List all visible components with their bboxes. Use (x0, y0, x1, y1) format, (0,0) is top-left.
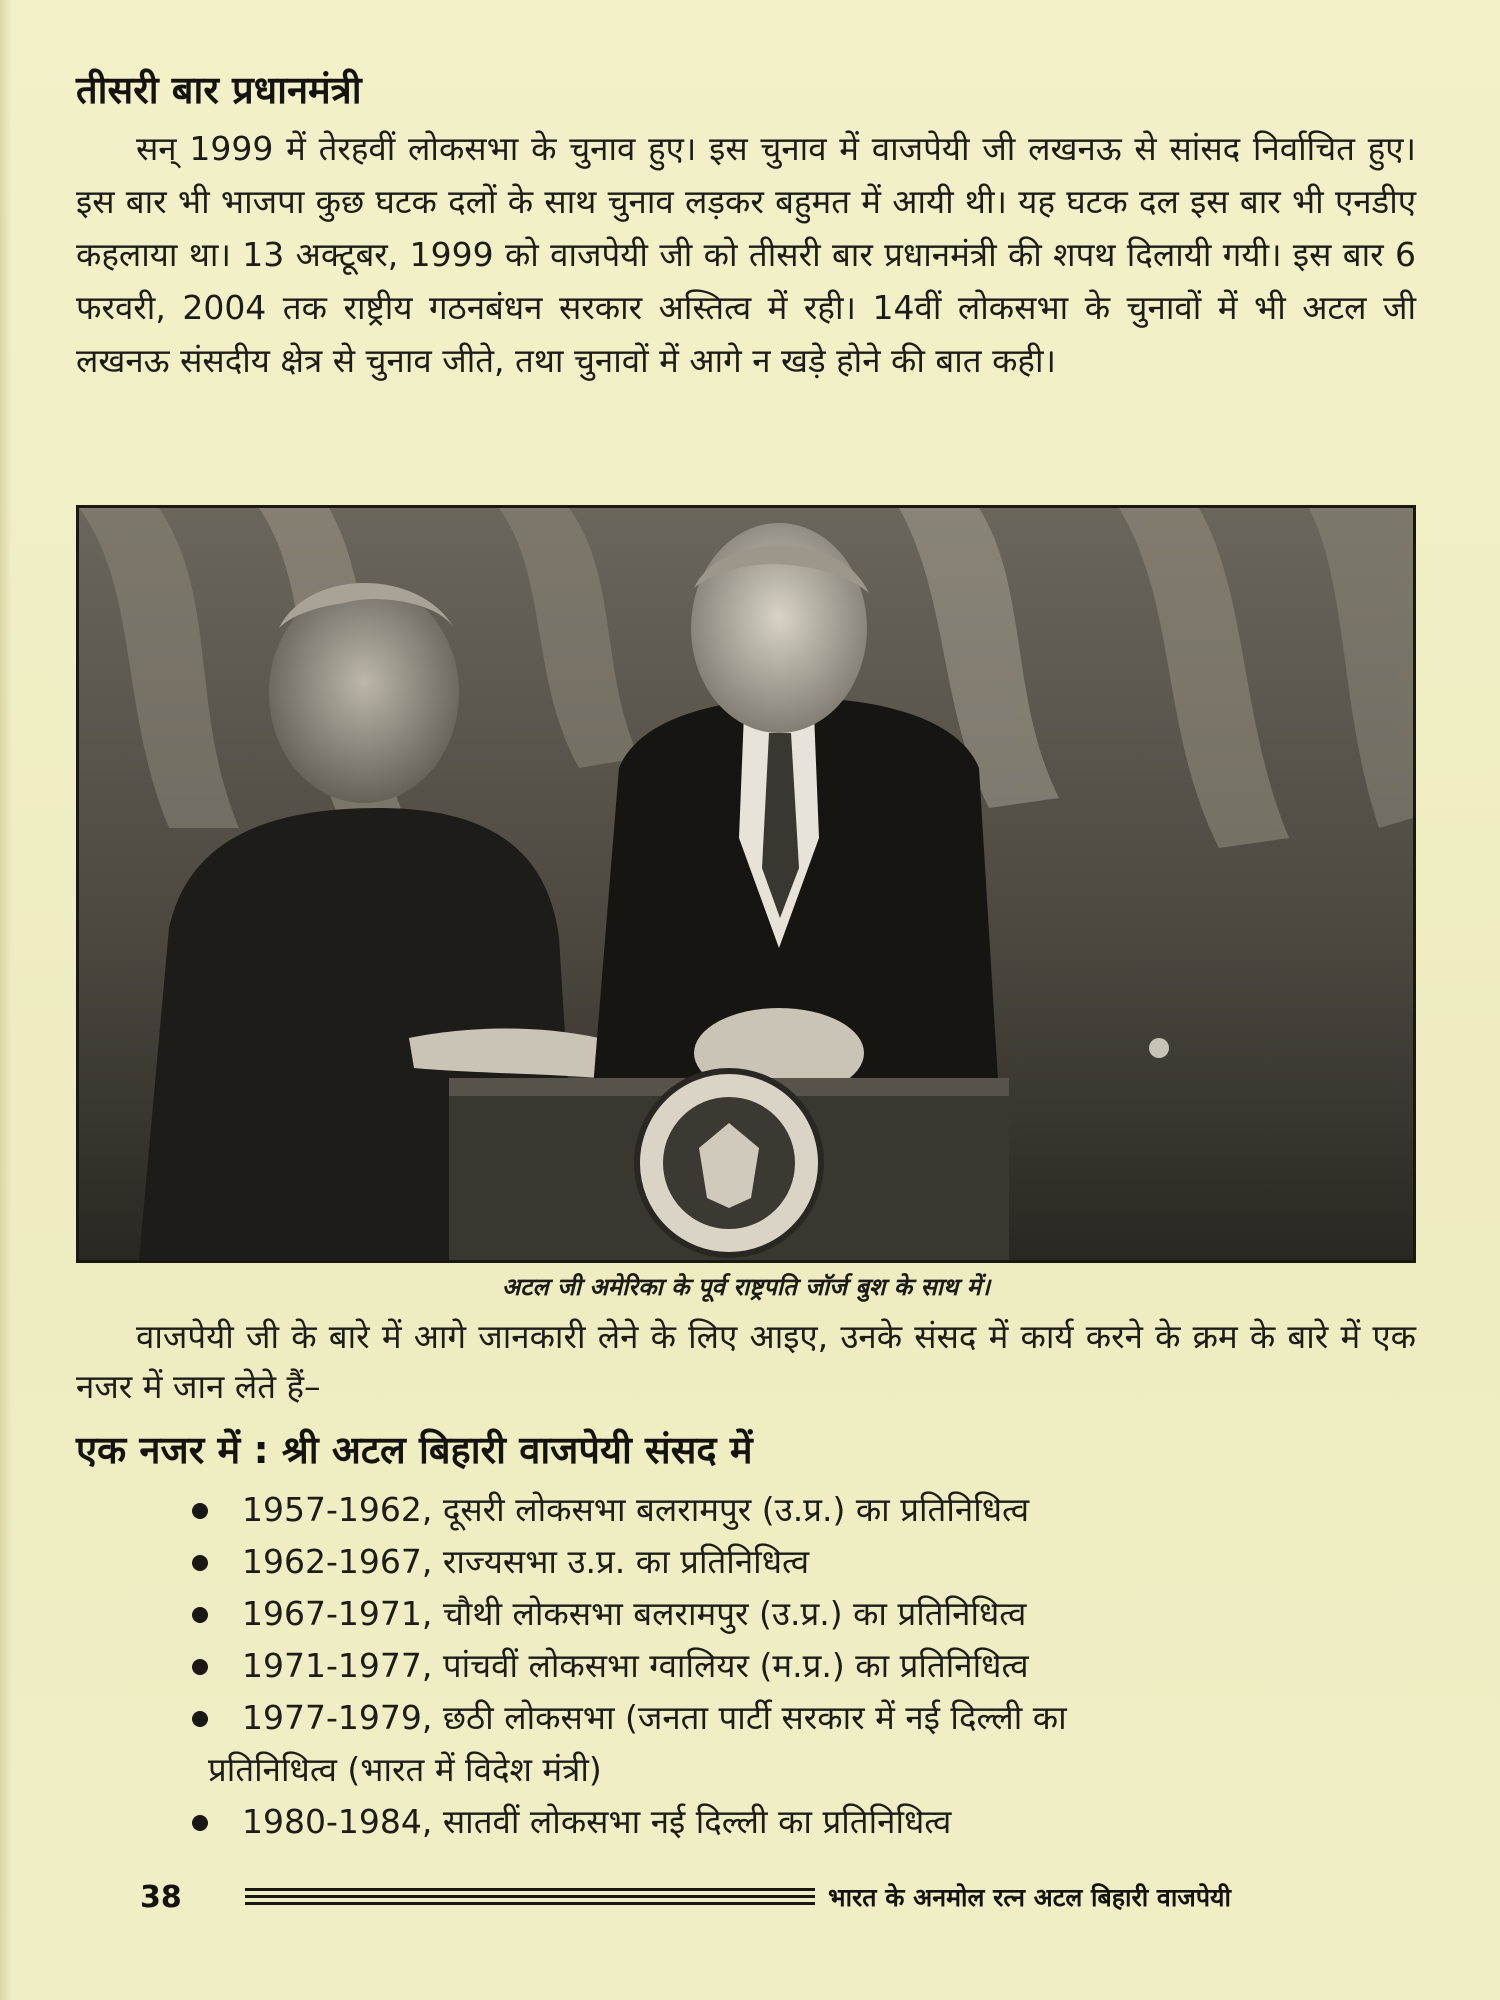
book-title: भारत के अनमोल रत्न अटल बिहारी वाजपेयी (828, 1883, 1232, 1912)
page-number: 38 (140, 1880, 182, 1915)
podium (449, 1071, 1009, 1260)
section-paragraph: सन् 1999 में तेरहवीं लोकसभा के चुनाव हुए। इस चुनाव में वाजपेयी जी लखनऊ से सांसद निर्वाचित हुए। इस बार भी भाजपा कुछ घटक दलों के साथ चुनाव लड़कर बहुमत में आयी थी। यह घटक दल इस बार भी एनडीए कहलाया था। 13 अक्टूबर, 1999 को वाजपेयी जी को तीसरी बार प्रधानमंत्री की शपथ दिलायी गयी। इस बार 6 फरवरी, 2004 तक राष्ट्रीय गठनबंधन सरकार अस्तित्व में रही। 14वीं लोकसभा के चुनावों में भी अटल जी लखनऊ संसदीय क्षेत्र से चुनाव जीते, तथा चुनावों में आगे न खड़े होने की बात कही। (76, 129, 1416, 380)
list-item (190, 1640, 1420, 1692)
list-item-text: 1977-1979, छठी लोकसभा (जनता पार्टी सरकार में नई दिल्ली का (242, 1698, 1067, 1737)
bullet-icon (192, 1659, 208, 1675)
list-item-continuation: प्रतिनिधित्व (भारत में विदेश मंत्री) (208, 1750, 602, 1789)
bullet-icon (192, 1607, 208, 1623)
photo-illustration (79, 508, 1413, 1260)
photo-caption: अटल जी अमेरिका के पूर्व राष्ट्रपति जॉर्ज बुश के साथ में। (501, 1273, 991, 1301)
list-item-text: 1962-1967, राज्यसभा उ.प्र. का प्रतिनिधित्व (242, 1542, 810, 1581)
page-edge-shadow (0, 0, 12, 2000)
list-item-text: 1957-1962, दूसरी लोकसभा बलरामपुर (उ.प्र.) का प्रतिनिधित्व (242, 1490, 1030, 1529)
list-item-text: 1967-1971, चौथी लोकसभा बलरामपुर (उ.प्र.) का प्रतिनिधित्व (242, 1594, 1027, 1633)
bullet-icon (192, 1503, 208, 1519)
list-item (190, 1484, 1420, 1536)
photo-vajpayee-bush (76, 505, 1416, 1263)
list-item (190, 1588, 1420, 1640)
list-item (190, 1692, 1420, 1796)
intro-paragraph: वाजपेयी जी के बारे में आगे जानकारी लेने के लिए आइए, उनके संसद में कार्य करने के क्रम के बारे में एक नजर में जान लेते हैं– (76, 1317, 1416, 1406)
footer-rule (245, 1888, 815, 1910)
section-heading: तीसरी बार प्रधानमंत्री (76, 68, 362, 112)
bullet-icon (192, 1815, 208, 1831)
summary-heading: एक नजर में : श्री अटल बिहारी वाजपेयी संसद में (76, 1428, 753, 1472)
parliament-tenure-list (190, 1484, 1420, 1848)
list-item-text: 1980-1984, सातवीं लोकसभा नई दिल्ली का प्रतिनिधित्व (242, 1802, 952, 1841)
bullet-icon (192, 1711, 208, 1727)
list-item (190, 1536, 1420, 1588)
list-item (190, 1796, 1420, 1848)
bullet-icon (192, 1555, 208, 1571)
background-light (1149, 1038, 1169, 1058)
list-item-text: 1971-1977, पांचवीं लोकसभा ग्वालियर (म.प्र.) का प्रतिनिधित्व (242, 1646, 1029, 1685)
